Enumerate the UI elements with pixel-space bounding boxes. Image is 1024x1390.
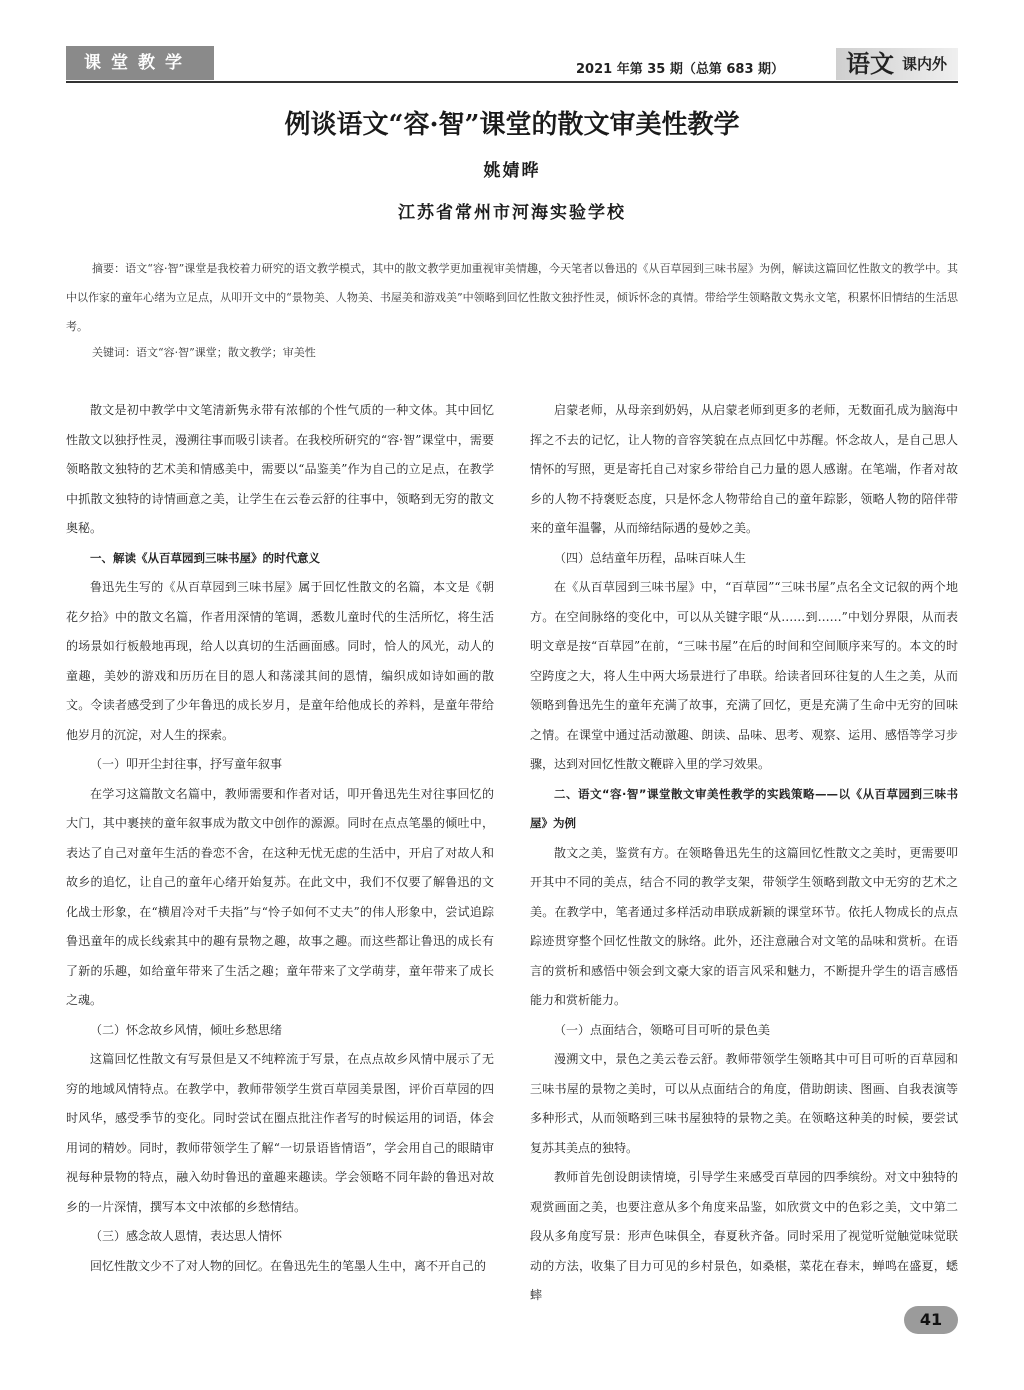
section-heading: 一、解读《从百草园到三味书屋》的时代意义 bbox=[90, 550, 320, 565]
body-paragraph: 在《从百草园到三味书屋》中，“百草园”“三味书屋”点名全文记叙的两个地方。在空间脉络的变化中，可以从关键字眼“从……到……”中划分界限，从而表明文章是按“百草园”在前，“三味书屋”在后的时间和空间顺序来写的。本文的时空跨度之大，将人生中两大场景进行了串联。给读者回环往复的人生之美，从而领略到鲁迅先生的童年充满了故事，充满了回忆，更是充满了生命中无穷的回味之情。在课堂中通过活动激趣、朗读、品味、思考、观察、运用、感悟等学习步骤，达到对回忆性散文鞭辟入里的学习效果。 bbox=[530, 580, 958, 771]
right-column bbox=[530, 396, 958, 1311]
subsection-heading: （一）点面结合，领略可目可听的景色美 bbox=[554, 1022, 771, 1037]
section-heading: 二、语文“容·智”课堂散文审美性教学的实践策略——以《从百草园到三味书屋》为例 bbox=[530, 786, 958, 830]
page-number: 41 bbox=[904, 1306, 958, 1334]
body-paragraph: 回忆性散文少不了对人物的回忆。在鲁迅先生的笔墨人生中，离不开自己的 bbox=[90, 1258, 487, 1273]
logo-sub-text: 课内外 bbox=[902, 55, 948, 73]
body-paragraph: 散文是初中教学中文笔清新隽永带有浓郁的个性气质的一种文体。其中回忆性散文以独抒性灵，漫溯往事而吸引读者。在我校所研究的“容·智”课堂中，需要领略散文独特的艺术美和情感美中，需要以“品鉴美”作为自己的立足点，在教学中抓散文独特的诗情画意之美，让学生在云卷云舒的往事中，领略到无穷的散文奥秘。 bbox=[66, 403, 494, 535]
subsection-heading: （三）感念故人恩情，表达思人情怀 bbox=[90, 1229, 283, 1243]
journal-logo bbox=[836, 48, 958, 80]
body-paragraph: 漫溯文中，景色之美云卷云舒。教师带领学生领略其中可目可听的百草园和三味书屋的景物之美时，可以从点面结合的角度，借助朗读、图画、自我表演等多种形式，从而领略到三味书屋独特的景物之美。在领略这种美的时候，要尝试复苏其美点的独特。 bbox=[530, 1052, 958, 1155]
author-affiliation: 江苏省常州市河海实验学校 bbox=[398, 203, 626, 223]
article-title: 例谈语文“容·智”课堂的散文审美性教学 bbox=[284, 110, 740, 140]
body-paragraph: 散文之美，鉴赏有方。在领略鲁迅先生的这篇回忆性散文之美时，更需要叩开其中不同的美点，结合不同的教学支架，带领学生领略到散文中无穷的艺术之美。在教学中，笔者通过多样活动串联成新颖的课堂环节。依托人物成长的点点踪迹贯穿整个回忆性散文的脉络。此外，还注意融合对文笔的品味和赏析。在语言的赏析和感悟中领会到文豪大家的语言风采和魅力，不断提升学生的语言感悟能力和赏析能力。 bbox=[530, 845, 958, 1007]
body-paragraph: 在学习这篇散文名篇中，教师需要和作者对话，叩开鲁迅先生对往事回忆的大门，其中裹挟的童年叙事成为散文中创作的源源。同时在点点笔墨的倾吐中，表达了自己对童年生活的眷恋不舍，在这种无忧无虑的生活中，开启了对故人和故乡的追忆，让自己的童年心绪开始复苏。在此文中，我们不仅要了解鲁迅的文化战士形象，在“横眉冷对千夫指”与“怜子如何不丈夫”的伟人形象中，尝试追踪鲁迅童年的成长线索其中的趣有景物之趣，故事之趣。而这些都让鲁迅的成长有了新的乐趣，如给童年带来了生活之趣；童年带来了文学萌芽，童年带来了成长之魂。 bbox=[66, 786, 494, 1007]
section-tag: 课堂教学 bbox=[66, 46, 214, 80]
body-paragraph: 启蒙老师，从母亲到奶妈，从启蒙老师到更多的老师，无数面孔成为脑海中挥之不去的记忆，让人物的音容笑貌在点点回忆中苏醒。怀念故人，是自己思人情怀的写照，更是寄托自己对家乡带给自己力量的恩人感谢。在笔端，作者对故乡的人物不持褒贬态度，只是怀念人物带给自己的童年踪影，领略人物的陪伴带来的童年温馨，从而缔结际遇的曼妙之美。 bbox=[530, 403, 958, 535]
subsection-heading: （一）叩开尘封往事，抒写童年叙事 bbox=[90, 757, 283, 771]
issue-info: 2021 年第 35 期（总第 683 期） bbox=[576, 62, 785, 77]
left-column bbox=[66, 396, 494, 1281]
header-divider bbox=[66, 81, 958, 83]
body-paragraph: 鲁迅先生写的《从百草园到三味书屋》属于回忆性散文的名篇，本文是《朝花夕拾》中的散文名篇，作者用深情的笔调，悉数儿童时代的生活所忆，将生活的场景如行板般地再现，给人以真切的生活画面感。同时，恰人的风光，动人的童趣，美妙的游戏和历历在目的恩人和荡漾其间的恩情，编织成如诗如画的散文。令读者感受到了少年鲁迅的成长岁月，是童年给他成长的养料，是童年带给他岁月的沉淀，对人生的探索。 bbox=[66, 580, 494, 742]
body-paragraph: 教师首先创设朗读情境，引导学生来感受百草园的四季缤纷。对文中独特的观赏画面之美，也要注意从多个角度来品鉴，如欣赏文中的色彩之美，文中第二段从多角度写景：形声色味俱全，春夏秋齐备。同时采用了视觉听觉触觉味觉联动的方法，收集了目力可见的乡村景色，如桑椹，菜花在春末，蝉鸣在盛夏，蟋蟀 bbox=[530, 1170, 958, 1302]
body-paragraph: 这篇回忆性散文有写景但是又不纯粹流于写景，在点点故乡风情中展示了无穷的地域风情特点。在教学中，教师带领学生赏百草园美景图，评价百草园的四时风华，感受季节的变化。同时尝试在圈点批注作者写的时候运用的词语，体会用词的精妙。同时，教师带领学生了解“一切景语皆情语”，学会用自己的眼睛审视每种景物的特点，融入幼时鲁迅的童趣来趣读。学会领略不同年龄的鲁迅对故乡的一片深情，撰写本文中浓郁的乡愁情结。 bbox=[66, 1052, 494, 1214]
subsection-heading: （二）怀念故乡风情，倾吐乡愁思绪 bbox=[90, 1022, 283, 1037]
article-abstract: 摘要：语文“容·智”课堂是我校着力研究的语文教学模式，其中的散文教学更加重视审美情趣，今天笔者以鲁迅的《从百草园到三味书屋》为例，解读这篇回忆性散文的教学中。其中以作家的童年心绪为立足点，从叩开文中的“景物美、人物美、书屋美和游戏美”中领略到回忆性散文独抒性灵，倾诉怀念的真情。带给学生领略散文隽永文笔，积累怀旧情结的生活思考。 bbox=[66, 262, 958, 333]
logo-main-text: 语文 bbox=[846, 49, 894, 78]
article-author: 姚婧晔 bbox=[483, 161, 541, 181]
article-keywords: 关键词：语文“容·智”课堂；散文教学；审美性 bbox=[92, 346, 316, 359]
page-header bbox=[66, 46, 958, 82]
subsection-heading: （四）总结童年历程，品味百味人生 bbox=[554, 550, 747, 565]
